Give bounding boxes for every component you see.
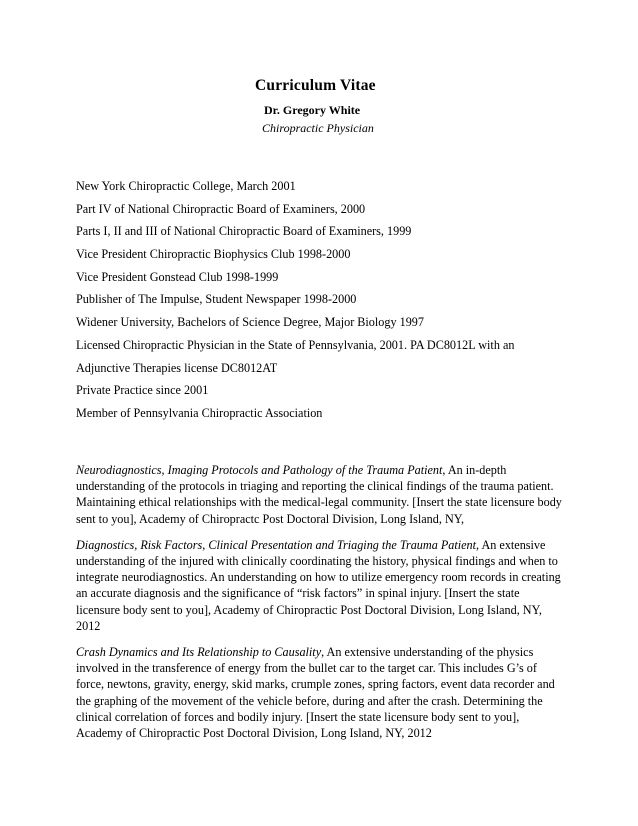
course-entry (76, 462, 566, 527)
credential-item: Licensed Chiropractic Physician in the State of Pennsylvania, 2001. PA DC8012L with an (76, 337, 515, 352)
course-description: , An in-depth understanding of the protocols in triaging and reporting the clinical findings of the trauma patient. Maintaining ethical relationships with the medical-legal community. [Insert the state licensure body sent to you], Academy of Chiropractc Post Doctoral Division, Long Island, NY, (76, 463, 562, 526)
credential-item: Private Practice since 2001 (76, 383, 209, 398)
credential-item: Vice President Gonstead Club 1998-1999 (76, 269, 279, 284)
credential-item: Adjunctive Therapies license DC8012AT (76, 360, 278, 375)
physician-name: Dr. Gregory White (264, 103, 361, 117)
credentials-list (76, 175, 576, 425)
credential-item: Vice President Chiropractic Biophysics Club 1998-2000 (76, 247, 351, 262)
credential-item: Widener University, Bachelors of Science Degree, Major Biology 1997 (76, 315, 424, 330)
page-title: Curriculum Vitae (255, 77, 376, 94)
course-entry (76, 644, 566, 741)
credential-item: Parts I, II and III of National Chiropractic Board of Examiners, 1999 (76, 224, 412, 239)
course-title: Crash Dynamics and Its Relationship to Causality (76, 645, 322, 660)
credential-item: Part IV of National Chiropractic Board of Examiners, 2000 (76, 201, 366, 216)
course-description: , An extensive understanding of the physics involved in the transference of energy from the bullet car to the target car. This includes G’s of force, newtons, gravity, energy, skid marks, crumple zones, spring factors, event data recorder and the graphing of the movement of the vehicle before, during and after the crash. Determining the clinical correlation of forces and bodily injury. [Insert the state licensure body sent to you], Academy of Chiropractic Post Doctoral Division, Long Island, NY, 2012 (76, 645, 555, 741)
course-title: Neurodiagnostics, Imaging Protocols and Pathology of the Trauma Patient (76, 463, 443, 477)
course-description: , An extensive understanding of the injured with clinically coordinating the history, physical findings and when to integrate neurodiagnostics. An understanding on how to utilize emergency room records in creating an accurate diagnosis and the significance of “risk factors” in spinal injury. [Insert the state licensure body sent to you], Academy of Chiropractic Post Doctoral Division, Long Island, NY, 2012 (76, 537, 561, 633)
course-title: Diagnostics, Risk Factors, Clinical Presentation and Triaging the Trauma Patient (76, 537, 477, 552)
credential-item: New York Chiropractic College, March 2001 (76, 179, 296, 193)
physician-title: Chiropractic Physician (262, 121, 374, 135)
course-entry (76, 537, 566, 634)
credential-item: Publisher of The Impulse, Student Newspaper 1998-2000 (76, 292, 357, 307)
courses-section (76, 462, 566, 751)
credential-item: Member of Pennsylvania Chiropractic Association (76, 405, 323, 420)
